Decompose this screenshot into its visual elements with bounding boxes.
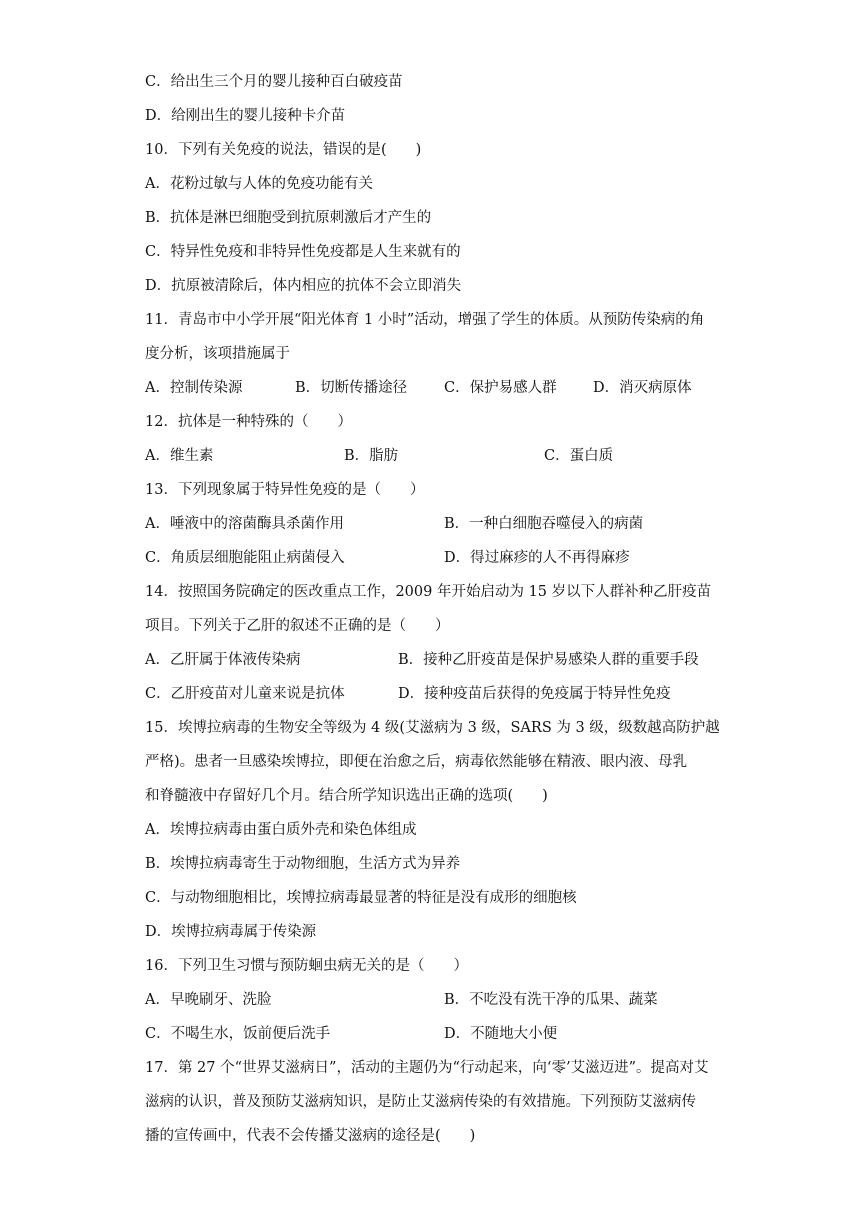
question-15-option-c: C．与动物细胞相比，埃博拉病毒最显著的特征是没有成形的细胞核 <box>145 890 577 906</box>
question-17-stem-line3: 播的宣传画中，代表不会传播艾滋病的途径是( ) <box>145 1128 476 1144</box>
question-10-option-d: D．抗原被清除后，体内相应的抗体不会立即消失 <box>145 278 462 294</box>
question-11-option-b: B．切断传播途径 <box>295 380 408 396</box>
question-15-option-d: D．埃博拉病毒属于传染源 <box>145 924 317 940</box>
question-12-option-b: B．脂肪 <box>344 448 399 464</box>
question-15-stem-line1: 15．埃博拉病毒的生物安全等级为 4 级(艾滋病为 3 级，SARS 为 3 级，级数越高防护越 <box>145 720 720 736</box>
question-15-option-a: A．埃博拉病毒由蛋白质外壳和染色体组成 <box>145 822 417 838</box>
question-11-option-d: D．消灭病原体 <box>593 380 692 396</box>
question-12-option-c: C．蛋白质 <box>544 448 614 464</box>
question-14-option-b: B．接种乙肝疫苗是保护易感染人群的重要手段 <box>398 652 699 668</box>
question-11-option-a: A．控制传染源 <box>145 380 243 396</box>
question-11-option-c: C．保护易感人群 <box>444 380 557 396</box>
question-14-stem-line2: 项目。下列关于乙肝的叙述不正确的是（ ） <box>145 618 450 634</box>
question-11-stem-line1: 11．青岛市中小学开展“阳光体育 1 小时”活动，增强了学生的体质。从预防传染病的角 <box>145 312 705 328</box>
question-10-stem: 10．下列有关免疫的说法，错误的是( ) <box>145 142 422 158</box>
question-16-option-d: D．不随地大小便 <box>444 1026 558 1042</box>
question-16-option-a: A．早晚刷牙、洗脸 <box>145 992 272 1008</box>
question-14-stem-line1: 14．按照国务院确定的医改重点工作，2009 年开始启动为 15 岁以下人群补种乙肝疫苗 <box>145 584 712 600</box>
question-10-option-a: A．花粉过敏与人体的免疫功能有关 <box>145 176 373 192</box>
question-16-option-b: B．不吃没有洗干净的瓜果、蔬菜 <box>444 992 658 1008</box>
question-10-option-b: B．抗体是淋巴细胞受到抗原刺激后才产生的 <box>145 210 432 226</box>
question-16-option-c: C．不喝生水，饭前便后洗手 <box>145 1026 331 1042</box>
question-14-option-a: A．乙肝属于体液传染病 <box>145 652 301 668</box>
question-12-option-a: A．维生素 <box>145 448 214 464</box>
question-15-stem-line3: 和脊髓液中存留好几个月。结合所学知识选出正确的选项( ) <box>145 788 548 804</box>
question-15-stem-line2: 严格)。患者一旦感染埃博拉，即便在治愈之后，病毒依然能够在精液、眼内液、母乳 <box>145 754 688 770</box>
question-13-option-d: D．得过麻疹的人不再得麻疹 <box>444 550 630 566</box>
question-15-option-b: B．埃博拉病毒寄生于动物细胞，生活方式为异养 <box>145 856 461 872</box>
option-c: C．给出生三个月的婴儿接种百白破疫苗 <box>145 74 403 90</box>
question-10-option-c: C．特异性免疫和非特异性免疫都是人生来就有的 <box>145 244 461 260</box>
option-d: D．给刚出生的婴儿接种卡介苗 <box>145 108 346 124</box>
question-14-option-c: C．乙肝疫苗对儿童来说是抗体 <box>145 686 345 702</box>
question-17-stem-line2: 滋病的认识，普及预防艾滋病知识，是防止艾滋病传染的有效措施。下列预防艾滋病传 <box>145 1094 696 1110</box>
question-14-option-d: D．接种疫苗后获得的免疫属于特异性免疫 <box>398 686 671 702</box>
question-11-stem-line2: 度分析，该项措施属于 <box>145 346 290 362</box>
question-12-stem: 12．抗体是一种特殊的（ ） <box>145 414 352 430</box>
question-17-stem-line1: 17．第 27 个“世界艾滋病日”，活动的主题仍为“行动起来，向‘零’艾滋迈进”。提高对艾 <box>145 1060 709 1076</box>
question-13-option-a: A．唾液中的溶菌酶具杀菌作用 <box>145 516 344 532</box>
question-13-stem: 13．下列现象属于特异性免疫的是（ ） <box>145 482 425 498</box>
question-16-stem: 16．下列卫生习惯与预防蛔虫病无关的是（ ） <box>145 958 468 974</box>
question-13-option-c: C．角质层细胞能阻止病菌侵入 <box>145 550 345 566</box>
question-13-option-b: B．一种白细胞吞噬侵入的病菌 <box>444 516 644 532</box>
